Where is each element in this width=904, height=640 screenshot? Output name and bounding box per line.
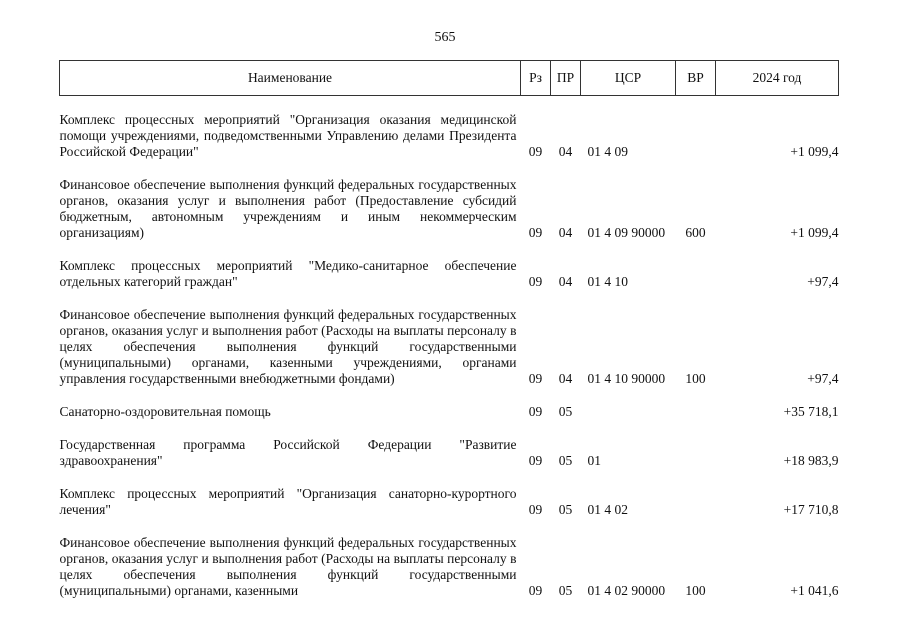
row-pr: 04 <box>558 225 573 240</box>
row-vr <box>676 486 716 518</box>
row-name: Финансовое обеспечение выполнения функций федеральных государственных органов, оказания услуг и выполнения работ (Предоставление субсидий бюджетным, автономным учреждениям и иным некоммерческим организациям) <box>59 177 517 240</box>
row-vr: 100 <box>685 583 706 598</box>
row-csr: 01 4 10 <box>587 274 628 289</box>
header-name: Наименование <box>60 61 521 96</box>
row-pr: 04 <box>558 274 573 289</box>
row-name: Финансовое обеспечение выполнения функций федеральных государственных органов, оказания услуг и выполнения работ (Расходы на выплаты персоналу в целях обеспечения выполнения функций государственными (муниципальными) органами, казенными <box>59 535 517 598</box>
row-amount: +1 099,4 <box>790 144 839 159</box>
page-number: 565 <box>434 30 456 45</box>
row-rz: 09 <box>528 144 543 159</box>
row-amount: +97,4 <box>807 274 839 289</box>
row-name: Комплекс процессных мероприятий "Организация оказания медицинской помощи учреждениями, подведомственными Управлению делами Президента Российской Федерации" <box>59 112 517 159</box>
row-pr: 04 <box>558 144 573 159</box>
row-pr: 05 <box>558 583 573 598</box>
row-amount: +1 041,6 <box>790 583 839 598</box>
row-csr <box>581 404 676 420</box>
row-pr: 05 <box>558 453 573 468</box>
row-vr <box>676 437 716 469</box>
row-rz: 09 <box>528 225 543 240</box>
row-vr <box>676 404 716 420</box>
table-header-row <box>60 61 839 96</box>
row-rz: 09 <box>528 583 543 598</box>
table-row <box>60 404 839 420</box>
header-csr: ЦСР <box>581 61 676 96</box>
row-name: Санаторно-оздоровительная помощь <box>59 404 271 419</box>
row-amount: +17 710,8 <box>783 502 839 517</box>
row-name: Финансовое обеспечение выполнения функций федеральных государственных органов, оказания услуг и выполнения работ (Расходы на выплаты персоналу в целях обеспечения выполнения функций государственными (муниципальными) органами, казенными учреждениями, органами управления государственными внебюджетными фондами) <box>59 307 517 386</box>
row-vr: 100 <box>685 371 706 386</box>
row-pr: 04 <box>558 371 573 386</box>
row-csr: 01 4 09 <box>587 144 628 159</box>
table-row <box>60 112 839 160</box>
row-rz: 09 <box>528 371 543 386</box>
row-pr: 05 <box>558 404 573 419</box>
row-csr: 01 <box>587 453 601 468</box>
row-csr: 01 4 10 90000 <box>587 371 666 386</box>
row-vr <box>676 112 716 160</box>
row-amount: +35 718,1 <box>783 404 839 419</box>
table-row <box>60 177 839 241</box>
row-amount: +1 099,4 <box>790 225 839 240</box>
row-vr <box>676 258 716 290</box>
row-name: Государственная программа Российской Федерации "Развитие здравоохранения" <box>59 437 517 468</box>
table-row <box>60 307 839 387</box>
header-year: 2024 год <box>716 61 839 96</box>
row-csr: 01 4 02 <box>587 502 628 517</box>
header-vr: ВР <box>676 61 716 96</box>
row-amount: +97,4 <box>807 371 839 386</box>
row-vr: 600 <box>685 225 706 240</box>
row-name: Комплекс процессных мероприятий "Организация санаторно-курортного лечения" <box>59 486 517 517</box>
table-row <box>60 437 839 469</box>
row-rz: 09 <box>528 502 543 517</box>
table-row <box>60 486 839 518</box>
row-pr: 05 <box>558 502 573 517</box>
row-amount: +18 983,9 <box>783 453 839 468</box>
budget-table <box>59 60 839 599</box>
row-rz: 09 <box>528 404 543 419</box>
header-pr: ПР <box>551 61 581 96</box>
row-csr: 01 4 09 90000 <box>587 225 666 240</box>
table-row <box>60 535 839 599</box>
row-rz: 09 <box>528 453 543 468</box>
row-name: Комплекс процессных мероприятий "Медико-санитарное обеспечение отдельных категорий граждан" <box>59 258 517 289</box>
table-row <box>60 258 839 290</box>
row-rz: 09 <box>528 274 543 289</box>
row-csr: 01 4 02 90000 <box>587 583 666 598</box>
header-rz: Рз <box>521 61 551 96</box>
